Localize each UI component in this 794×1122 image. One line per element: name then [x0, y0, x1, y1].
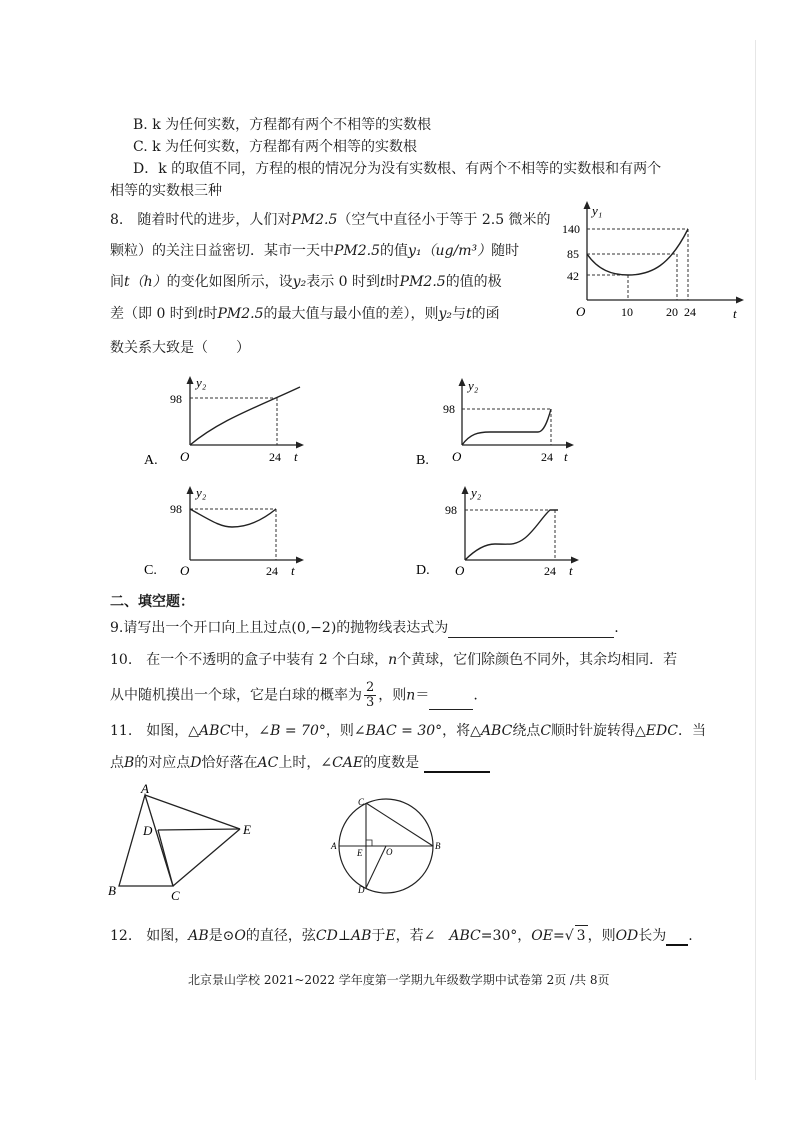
- segment-ce: [173, 829, 240, 886]
- x-axis-label: t: [294, 449, 298, 464]
- option-a-label: A.: [144, 453, 158, 468]
- y-tick-85: 85: [567, 247, 579, 261]
- q7-option-d-line2: 相等的实数根三种: [110, 183, 222, 199]
- x-tick-20: 20: [666, 305, 678, 319]
- label-a: A: [141, 781, 149, 796]
- q7-option-b: B. k 为任何实数，方程都有两个不相等的实数根: [133, 117, 432, 133]
- q11-line2: 点B的对应点D恰好落在AC上时，∠CAE的度数是: [110, 753, 490, 773]
- option-c-label: C.: [144, 563, 157, 578]
- q8-line4: 差（即 0 时到t时PM2.5的最大值与最小值的差），则y₂与t的函: [110, 306, 500, 322]
- y2-curve-a: [190, 387, 300, 445]
- x-tick-24: 24: [544, 564, 556, 578]
- q12-text: 12. 如图，AB是⊙O的直径，弦CD⊥AB于E，若∠ ABC=30°，OE=√ 3 ，则OD长为 .: [110, 925, 693, 946]
- y-axis-arrow: [187, 376, 194, 384]
- y-axis-label: y₁: [592, 203, 603, 218]
- q9-answer-blank[interactable]: [448, 621, 614, 638]
- x-axis-arrow: [296, 442, 304, 449]
- q8-option-d-graph: [410, 480, 590, 580]
- q7-option-c: C. k 为任何实数，方程都有两个相等的实数根: [133, 139, 418, 155]
- triangle-abc: [119, 795, 173, 886]
- label-e: E: [357, 848, 363, 858]
- y-axis-arrow: [584, 201, 591, 209]
- origin-label: O: [455, 563, 465, 578]
- section-heading-fill-in: 二、填空题：: [110, 594, 194, 610]
- q10-line2: 从中随机摸出一个球，它是白球的概率为 $\frac{2}{3}$ ，则n＝ .: [110, 680, 478, 710]
- q8-line1: 8. 随着时代的进步，人们对PM2.5（空气中直径小于等于 2.5 微米的: [110, 212, 551, 228]
- y-axis-arrow: [462, 486, 469, 494]
- q12-circle-figure: [328, 793, 453, 901]
- option-d-label: D.: [416, 563, 430, 578]
- label-c: C: [358, 797, 365, 807]
- label-d: D: [358, 885, 365, 895]
- segment-od: [366, 846, 386, 888]
- q8-line3: 间t（h）的变化如图所示，设y₂表示 0 时到t时PM2.5的值的极: [110, 274, 502, 290]
- x-axis-arrow: [566, 442, 574, 449]
- x-tick-24: 24: [541, 450, 553, 464]
- label-e: E: [243, 822, 251, 837]
- origin-label: O: [180, 449, 190, 464]
- y-axis-arrow: [459, 378, 466, 386]
- page-footer: 北京景山学校 2021~2022 学年度第一学期九年级数学期中试卷第 2页 /共 8页: [188, 973, 610, 987]
- segment-cd: [158, 830, 173, 886]
- y2-curve-c: [190, 509, 276, 527]
- label-o: O: [386, 847, 393, 857]
- y-axis-arrow: [187, 486, 194, 494]
- y-axis-label: y₂: [196, 485, 207, 500]
- q10-answer-blank[interactable]: [429, 693, 473, 710]
- x-axis-arrow: [736, 297, 744, 304]
- q9-text: 9.请写出一个开口向上且过点(0,−2)的抛物线表达式为 .: [110, 620, 619, 636]
- y-tick-140: 140: [562, 222, 580, 236]
- y-tick-98: 98: [443, 402, 455, 416]
- origin-label: O: [180, 563, 190, 578]
- label-b: B: [108, 883, 116, 898]
- origin-label: O: [452, 449, 462, 464]
- q8-option-a-graph: [140, 370, 320, 470]
- x-axis-arrow: [296, 557, 304, 564]
- right-angle-mark: [366, 840, 372, 846]
- x-axis-label: t: [564, 449, 568, 464]
- x-axis-label: t: [291, 563, 295, 578]
- label-a: A: [331, 841, 337, 851]
- q10-probability-fraction: $\frac{2}{3}$: [366, 680, 375, 710]
- q12-answer-blank[interactable]: [666, 928, 688, 946]
- segment-cb: [366, 803, 433, 846]
- q8-option-c-graph: [140, 480, 320, 580]
- label-d: D: [143, 823, 153, 838]
- page-edge: [755, 40, 756, 1080]
- y-tick-98: 98: [170, 392, 182, 406]
- y-axis-label: y₂: [468, 378, 479, 393]
- q11-answer-blank[interactable]: [424, 755, 490, 773]
- x-tick-24: 24: [266, 564, 278, 578]
- y-tick-98: 98: [170, 502, 182, 516]
- q8-main-graph: [560, 195, 750, 325]
- segment-ae: [145, 795, 240, 829]
- label-b: B: [435, 841, 441, 851]
- y2-curve-b: [462, 409, 551, 445]
- y1-curve: [587, 229, 688, 275]
- option-b-label: B.: [416, 453, 429, 468]
- q8-option-b-graph: [410, 370, 590, 470]
- segment-de: [158, 829, 240, 830]
- label-c: C: [171, 888, 180, 903]
- y2-curve-d: [465, 510, 558, 560]
- y-tick-98: 98: [445, 503, 457, 517]
- q8-line5: 数关系大致是（ ）: [110, 340, 250, 356]
- x-tick-10: 10: [621, 305, 633, 319]
- y-axis-label: y₂: [471, 485, 482, 500]
- y-tick-42: 42: [567, 269, 579, 283]
- x-axis-label: t: [569, 563, 573, 578]
- q8-line2: 颗粒）的关注日益密切．某市一天中PM2.5的值y₁（ug/m³）随时: [110, 243, 520, 259]
- origin-label: O: [576, 304, 586, 319]
- y-axis-label: y₂: [196, 375, 207, 390]
- x-tick-24: 24: [684, 305, 696, 319]
- q11-triangle-figure: [105, 783, 270, 903]
- q7-option-d-line1: D．k 的取值不同，方程的根的情况分为没有实数根、有两个不相等的实数根和有两个: [133, 161, 662, 177]
- q11-line1: 11. 如图，△ABC中，∠B = 70°，则∠BAC = 30°，将△ABC绕点C顺时针旋转得△EDC．当: [110, 723, 706, 739]
- x-axis-label: t: [733, 306, 737, 321]
- q10-line1: 10. 在一个不透明的盒子中装有 2 个白球，n个黄球，它们除颜色不同外，其余均相同．若: [110, 652, 678, 668]
- x-tick-24: 24: [269, 450, 281, 464]
